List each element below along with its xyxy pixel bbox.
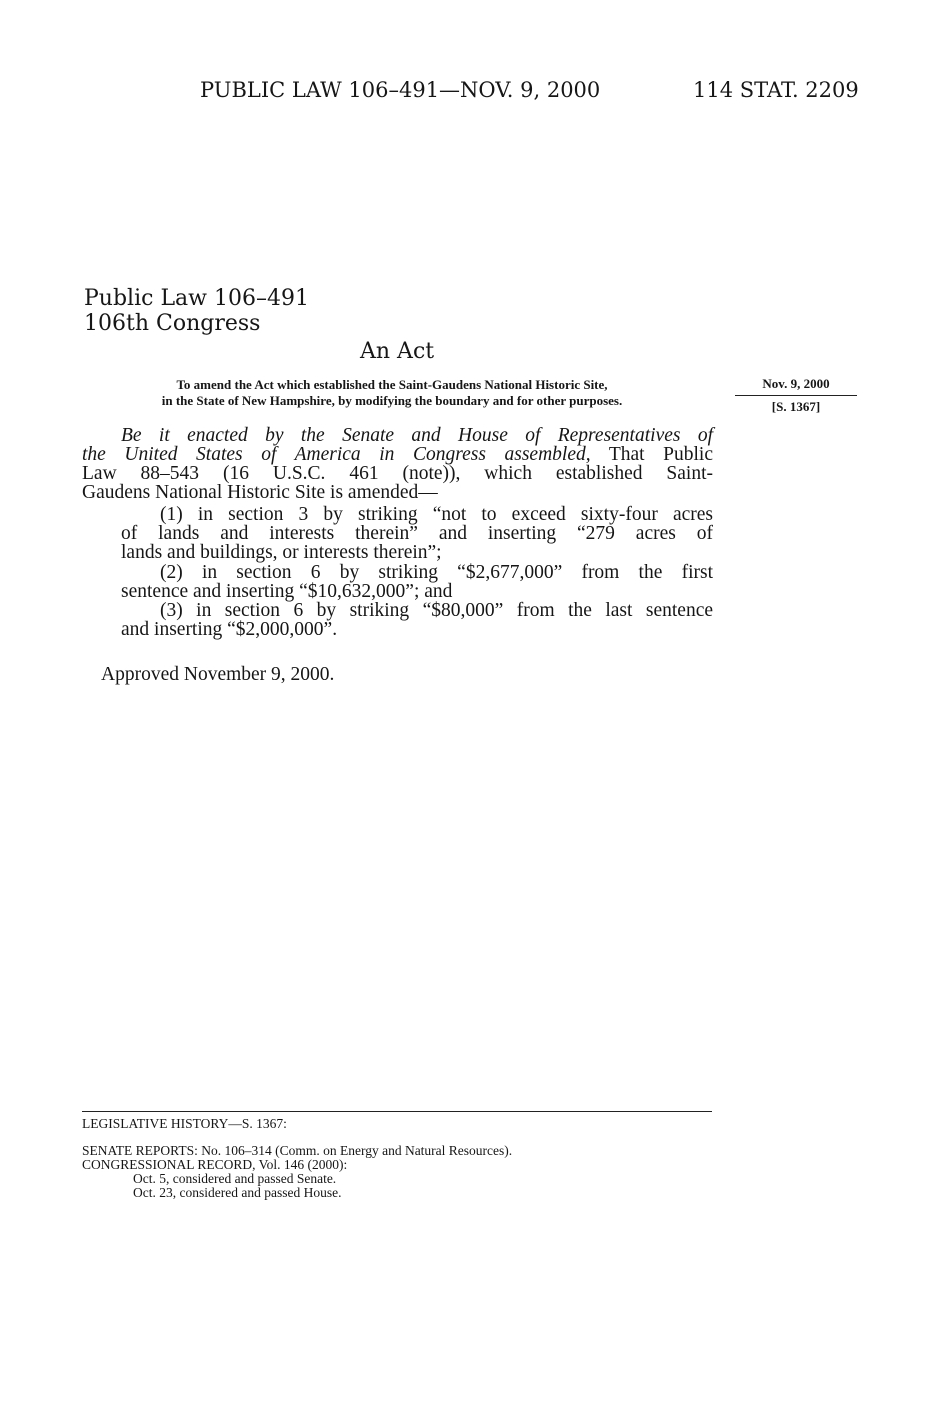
amendment-2-line-1: (2) in section 6 by striking “$2,677,000” from the first	[160, 562, 713, 583]
enacting-line-3: Law 88–543 (16 U.S.C. 461 (note)), which established Saint-	[82, 463, 713, 484]
history-entry: Oct. 23, considered and passed House.	[133, 1185, 342, 1200]
legislative-history-heading: LEGISLATIVE HISTORY—S. 1367:	[82, 1116, 287, 1131]
history-entry: Oct. 5, considered and passed Senate.	[133, 1171, 337, 1186]
act-heading: An Act	[360, 339, 435, 364]
history-rule	[82, 1111, 712, 1112]
margin-date: Nov. 9, 2000	[762, 376, 830, 391]
congressional-record: CONGRESSIONAL RECORD, Vol. 146 (2000):	[82, 1157, 348, 1172]
senate-reports: SENATE REPORTS: No. 106–314 (Comm. on Energy and Natural Resources).	[82, 1143, 513, 1158]
margin-bill-number: [S. 1367]	[771, 399, 821, 414]
enacting-line-1: Be it enacted by the Senate and House of Representatives of	[121, 425, 713, 446]
margin-rule	[735, 395, 857, 396]
enacting-line-2-rest: That Public	[590, 444, 713, 465]
approval-date: Approved November 9, 2000.	[101, 664, 335, 685]
running-head-citation: PUBLIC LAW 106–491—NOV. 9, 2000	[200, 78, 601, 102]
amendment-3-line-2: and inserting “$2,000,000”.	[121, 619, 338, 640]
amendment-3-line-1: (3) in section 6 by striking “$80,000” from the last sentence	[160, 600, 713, 621]
law-title: Public Law 106–491	[84, 286, 309, 311]
enacting-line-4: Gaudens National Historic Site is amended—	[82, 482, 438, 503]
amendment-1-line-2: of lands and interests therein” and inserting “279 acres of	[121, 523, 713, 544]
enacting-line-2	[82, 445, 713, 464]
amendment-1-line-3: lands and buildings, or interests therein”;	[121, 542, 442, 563]
congress-label: 106th Congress	[84, 311, 261, 336]
amendment-2-line-2: sentence and inserting “$10,632,000”; and	[121, 581, 453, 602]
enacting-formula: the United States of America in Congress assembled,	[82, 444, 591, 465]
running-head-stat-page: 114 STAT. 2209	[693, 78, 859, 102]
purpose-line-2: in the State of New Hampshire, by modifying the boundary and for other purposes.	[161, 393, 623, 408]
amendment-1-line-1: (1) in section 3 by striking “not to exceed sixty-four acres	[160, 504, 713, 525]
purpose-line-1: To amend the Act which established the Saint-Gaudens National Historic Site,	[176, 377, 608, 392]
